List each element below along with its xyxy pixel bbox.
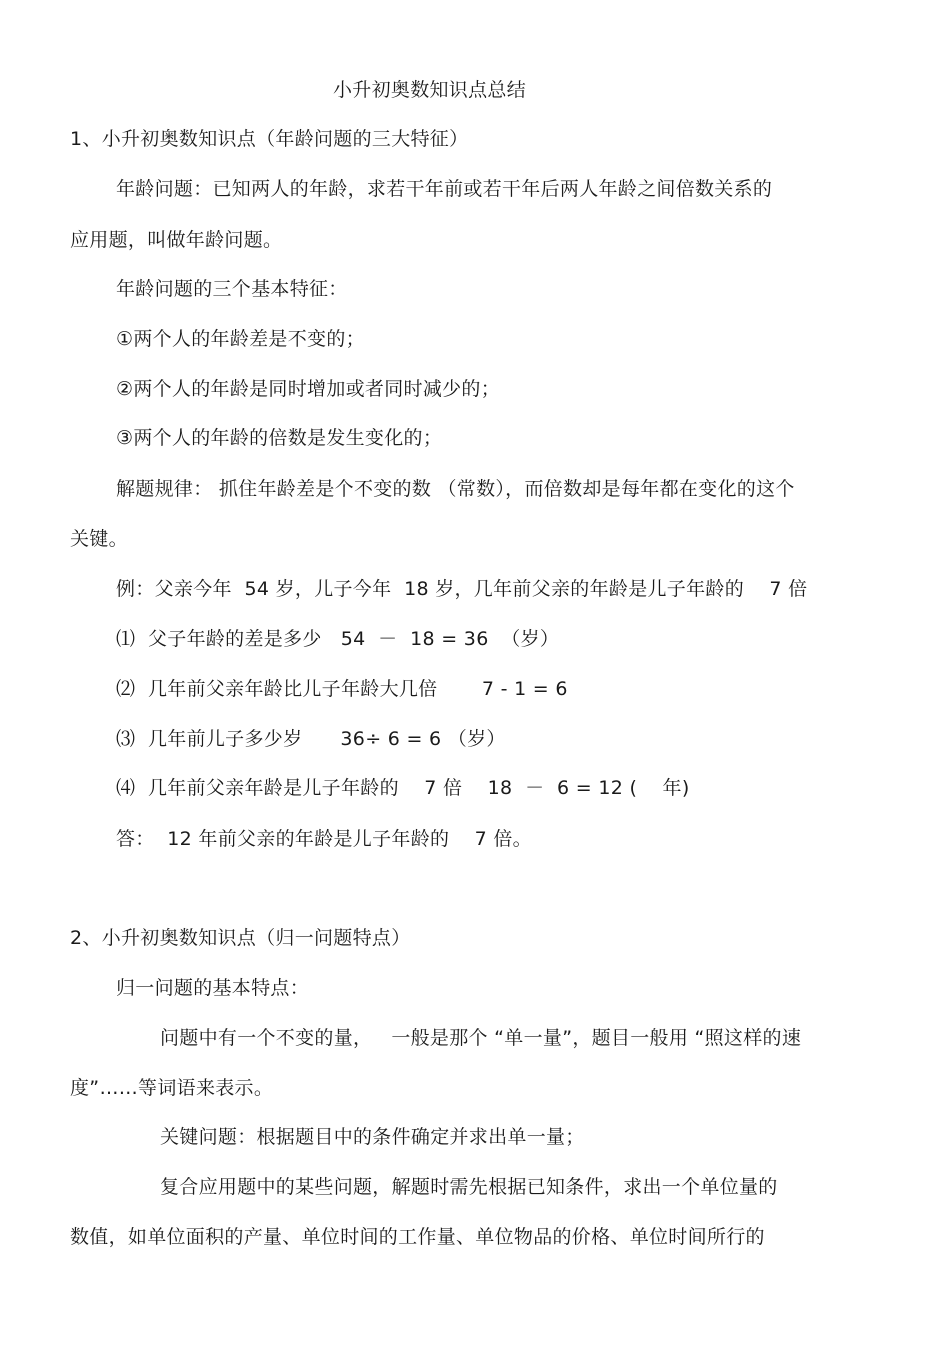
features-title: 年龄问题的三个基本特征： xyxy=(116,278,348,300)
definition-line-1: 年龄问题：已知两人的年龄，求若干年前或若干年后两人年龄之间倍数关系的 xyxy=(116,178,773,200)
example-line: 例：父亲今年 54 岁，儿子今年 18 岁，几年前父亲的年龄是儿子年龄的 7 倍 xyxy=(116,578,808,600)
paragraph-1-line-1: 问题中有一个不变的量， 一般是那个 “单一量”，题目一般用 “照这样的速 xyxy=(160,1027,802,1049)
paragraph-2: 关键问题：根据题目中的条件确定并求出单一量； xyxy=(160,1126,585,1148)
rule-line-2: 关键。 xyxy=(70,528,128,550)
feature-1: ①两个人的年龄差是不变的； xyxy=(116,328,365,350)
feature-3: ③两个人的年龄的倍数是发生变化的； xyxy=(116,427,443,449)
rule-line-1: 解题规律： 抓住年龄差是个不变的数 （常数），而倍数却是每年都在变化的这个 xyxy=(116,478,795,500)
solution-step-3: ⑶ 几年前儿子多少岁 36÷ 6 = 6 （岁） xyxy=(116,728,506,750)
definition-line-2: 应用题，叫做年龄问题。 xyxy=(70,229,283,251)
solution-step-4: ⑷ 几年前父亲年龄是儿子年龄的 7 倍 18 － 6 = 12 ( 年) xyxy=(116,777,690,799)
solution-step-2: ⑵ 几年前父亲年龄比儿子年龄大几倍 7 - 1 = 6 xyxy=(116,678,568,700)
paragraph-1-line-2: 度”……等词语来表示。 xyxy=(70,1077,274,1099)
paragraph-3-line-1: 复合应用题中的某些问题，解题时需先根据已知条件，求出一个单位量的 xyxy=(160,1176,778,1198)
section-1-heading: 1、小升初奥数知识点（年龄问题的三大特征） xyxy=(70,128,469,150)
answer-line: 答： 12 年前父亲的年龄是儿子年龄的 7 倍。 xyxy=(116,828,532,850)
basic-features-title: 归一问题的基本特点： xyxy=(116,977,310,999)
feature-2: ②两个人的年龄是同时增加或者同时减少的； xyxy=(116,378,501,400)
paragraph-3-line-2: 数值，如单位面积的产量、单位时间的工作量、单位物品的价格、单位时间所行的 xyxy=(70,1226,765,1248)
page-title: 小升初奥数知识点总结 xyxy=(333,79,527,101)
section-2-heading: 2、小升初奥数知识点（归一问题特点） xyxy=(70,927,411,949)
solution-step-1: ⑴ 父子年龄的差是多少 54 － 18 = 36 （岁） xyxy=(116,628,560,650)
